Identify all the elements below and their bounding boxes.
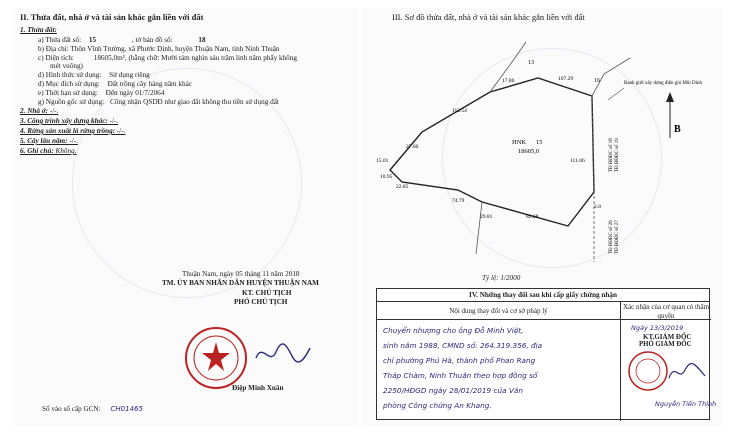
changes-confirm-column — [621, 302, 717, 421]
sign-role: PHÓ CHỦ TỊCH — [234, 298, 288, 306]
changes-table — [376, 288, 717, 420]
parcel-diagram — [362, 22, 722, 284]
area-words: (bằng chữ: Mười tám nghìn sáu trăm linh năm phẩy không — [128, 54, 297, 62]
parcel-number-label: 15 — [536, 139, 543, 146]
changes-col1-header: Nội dung thay đổi và cơ sở pháp lý — [377, 302, 620, 320]
edge-label: 15.01 — [376, 158, 389, 164]
purpose-row — [38, 80, 192, 88]
confirm-name: Nguyễn Tiến Thịnh — [655, 400, 717, 408]
edge-label: 107.29 — [558, 76, 574, 82]
leader-line — [608, 88, 624, 100]
edge-label: 27.60 — [406, 144, 419, 150]
origin-value: Công nhận QSDĐ như giao đất không thu tiền sử dụng đất — [109, 98, 279, 106]
changes-col2-header: Xác nhận của cơ quan có thẩm quyền — [622, 303, 710, 320]
forest-value: -/-. — [116, 127, 126, 135]
change-line: 2250/HĐGD ngày 28/01/2019 của Văn — [383, 386, 524, 395]
changes-content-column — [377, 302, 621, 421]
north-label: B — [674, 124, 681, 135]
perennial-value: -/-. — [69, 137, 78, 145]
edge-label: 82.68 — [526, 214, 539, 220]
area-row — [38, 54, 297, 62]
item-construction — [20, 117, 118, 125]
edge-label: 111.06 — [570, 158, 585, 164]
official-seal-icon — [184, 326, 248, 390]
land-heading: 1. Thửa đất: — [20, 26, 57, 34]
serial-label: Số vào sổ cấp GCN: — [42, 405, 101, 413]
item-perennial — [20, 137, 78, 145]
change-line: sinh năm 1988, CMND số: 264.319.356, địa — [383, 341, 543, 350]
address-label: b) Địa chỉ: — [38, 45, 69, 53]
side-label: TĐ BĐĐC số 18 — [609, 138, 614, 172]
address-value: Thôn Vĩnh Trường, xã Phước Dinh, huyện Thuận Nam, tỉnh Ninh Thuận — [70, 45, 280, 53]
map-number: 18 — [198, 36, 206, 44]
origin-label: g) Nguồn gốc sử dụng: — [38, 98, 105, 106]
diagram-scale: Tỷ lệ: 1/2000 — [482, 274, 521, 282]
term-value: Đến ngày 01/7/2064 — [105, 89, 165, 97]
house-label: 2. Nhà ở: — [20, 107, 49, 115]
edge-label: 17.86 — [502, 78, 515, 84]
side-label: TĐ BĐĐC số 19 — [615, 138, 620, 172]
signer-name: Điệp Minh Xuân — [232, 384, 284, 392]
address-row — [38, 45, 279, 53]
usage-form-label: d) Hình thức sử dụng: — [38, 71, 102, 79]
construction-value: -/-. — [109, 117, 119, 125]
neighbor-label: 13 — [528, 60, 534, 66]
confirm-on-behalf: KT.GIÁM ĐỐC — [643, 333, 692, 341]
item-note — [20, 147, 77, 155]
certificate-page-right — [362, 8, 722, 426]
note-value: Không. — [55, 147, 77, 155]
parcel-outline — [390, 78, 594, 226]
edge-label: 10.95 — [380, 174, 393, 180]
confirm-role: PHÓ GIÁM ĐỐC — [639, 341, 692, 348]
term-row — [38, 89, 164, 97]
perennial-label: 5. Cây lâu năm: — [20, 137, 68, 145]
change-line: phòng Công chứng An Khang. — [383, 401, 492, 410]
side-label: TĐ BĐĐC số 26 — [609, 220, 614, 254]
construction-label: 3. Công trình xây dựng khác: — [20, 117, 108, 125]
house-value: -/-. — [49, 107, 59, 115]
area-words-cont: mét vuông) — [50, 62, 83, 70]
edge-label: 2.8 — [594, 204, 601, 210]
parcel-row — [38, 36, 206, 44]
item-forest — [20, 127, 125, 135]
parcel-label: a) Thửa đất số: — [38, 36, 82, 44]
edge-label: 22.85 — [396, 184, 409, 190]
item-house — [20, 107, 58, 115]
change-line: Tháp Chàm, Ninh Thuận theo hợp đồng số — [383, 371, 538, 380]
confirm-date: Ngày 13/3/2019 — [631, 324, 684, 332]
neighbor-label: 16 — [594, 78, 600, 84]
edge-label: 74.79 — [452, 198, 465, 204]
change-line: Chuyển nhượng cho ông Đỗ Minh Việt, — [383, 326, 524, 335]
sign-on-behalf: KT. CHỦ TỊCH — [242, 289, 292, 297]
parcel-number: 15 — [88, 36, 97, 44]
area-value: 18605,0m², — [93, 54, 127, 62]
purpose-value: Đất trồng cây hàng năm khác — [107, 80, 193, 88]
serial-row — [42, 405, 143, 413]
confirm-signature-scribble — [667, 360, 707, 384]
parcel-area-label: 18605,0 — [518, 148, 540, 155]
parcel-type-label: HNK — [512, 139, 527, 146]
term-label: e) Thời hạn sử dụng: — [38, 89, 98, 97]
usage-form-value: Sử dụng riêng — [109, 71, 150, 79]
serial-value: CH01465 — [110, 405, 143, 413]
edge-label: 112.54 — [452, 108, 467, 114]
area-label: c) Diện tích: — [38, 54, 74, 62]
change-line: chỉ phường Phủ Hà, thành phố Phan Rang — [383, 356, 536, 365]
boundary-note: Ranh giới xây dựng điện gió Mũi Dinh — [624, 81, 702, 86]
sign-organization: TM. ỦY BAN NHÂN DÂN HUYỆN THUẬN NAM — [162, 279, 319, 287]
map-label: , tờ bản đồ số: — [131, 36, 173, 44]
origin-row — [38, 98, 279, 106]
edge-label: 29.81 — [480, 214, 493, 220]
north-arrow-head — [666, 92, 674, 102]
office-seal-icon — [627, 350, 669, 392]
neighbor-line-north — [490, 42, 526, 92]
neighbor-line-east — [592, 58, 630, 96]
forest-label: 4. Rừng sản xuất là rừng trồng: — [20, 127, 116, 135]
side-label: TĐ BĐĐC số 27 — [615, 220, 620, 254]
signature-scribble — [252, 338, 312, 368]
usage-form-row — [38, 71, 150, 79]
changes-title: IV. Những thay đổi sau khi cấp giấy chứng nhận — [377, 289, 709, 302]
certificate-page-left — [12, 8, 358, 426]
diagram-title: III. Sơ đồ thửa đất, nhà ở và tài sản khác gắn liền với đất — [392, 12, 585, 22]
note-label: 6. Ghi chú: — [20, 147, 54, 155]
sign-date: Thuận Nam, ngày 05 tháng 11 năm 2018 — [182, 270, 300, 278]
section-title-land: II. Thửa đất, nhà ở và tài sản khác gắn liền với đất — [20, 12, 204, 22]
purpose-label: đ) Mục đích sử dụng: — [38, 80, 100, 88]
neighbor-line-south — [476, 202, 482, 254]
